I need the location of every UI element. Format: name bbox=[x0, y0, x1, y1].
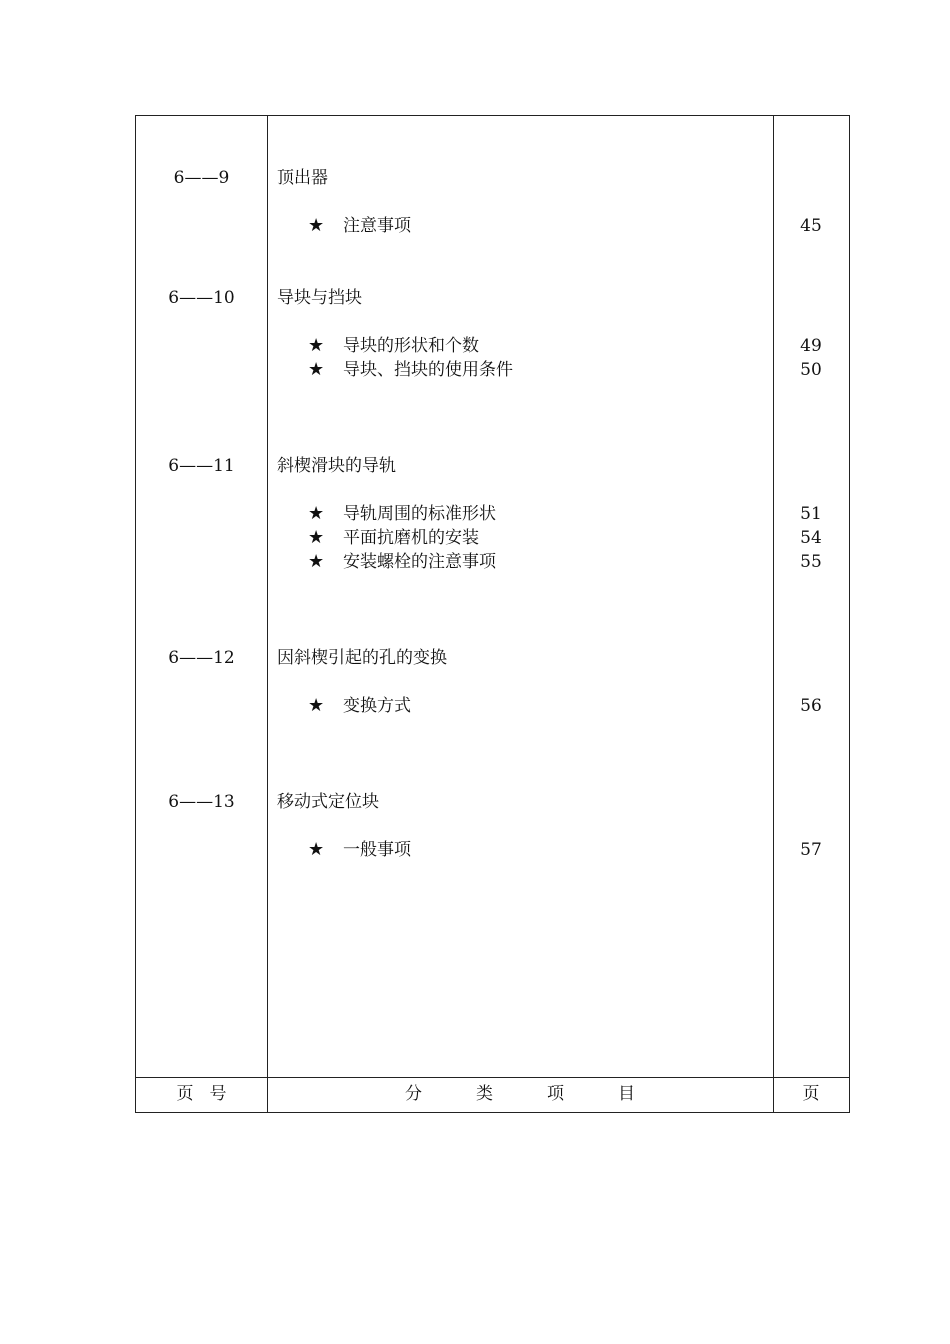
section-number: 6——11 bbox=[168, 456, 235, 476]
footer-page-number-label: 页号 bbox=[176, 1084, 243, 1104]
toc-item: 变换方式 bbox=[343, 696, 411, 716]
page-number: 55 bbox=[800, 552, 822, 572]
toc-item: 导块、挡块的使用条件 bbox=[343, 360, 513, 380]
section-number: 6——10 bbox=[168, 288, 235, 308]
section-number: 6——12 bbox=[168, 648, 235, 668]
toc-item: 一般事项 bbox=[343, 840, 411, 860]
toc-item: 导块的形状和个数 bbox=[343, 336, 479, 356]
star-icon: ★ bbox=[308, 503, 325, 524]
footer-category-label: 分类项目 bbox=[405, 1084, 689, 1104]
page-number: 57 bbox=[800, 840, 822, 860]
toc-item: 注意事项 bbox=[343, 216, 411, 236]
column-divider-2 bbox=[773, 116, 774, 1112]
column-divider-1 bbox=[267, 116, 268, 1112]
page-number: 45 bbox=[800, 216, 822, 236]
page-number: 54 bbox=[800, 528, 822, 548]
star-icon: ★ bbox=[308, 335, 325, 356]
footer-page-label: 页 bbox=[802, 1084, 820, 1104]
footer-divider bbox=[136, 1077, 849, 1078]
section-title: 导块与挡块 bbox=[277, 288, 362, 308]
star-icon: ★ bbox=[308, 527, 325, 548]
page-number: 51 bbox=[800, 504, 822, 524]
star-icon: ★ bbox=[308, 695, 325, 716]
star-icon: ★ bbox=[308, 839, 325, 860]
section-title: 顶出器 bbox=[277, 168, 328, 188]
page-number: 49 bbox=[800, 336, 822, 356]
toc-table bbox=[135, 115, 850, 1113]
section-title: 因斜楔引起的孔的变换 bbox=[277, 648, 447, 668]
section-number: 6——13 bbox=[168, 792, 235, 812]
page-number: 56 bbox=[800, 696, 822, 716]
page-number: 50 bbox=[800, 360, 822, 380]
toc-item: 导轨周围的标准形状 bbox=[343, 504, 496, 524]
section-title: 斜楔滑块的导轨 bbox=[277, 456, 396, 476]
section-number: 6——9 bbox=[173, 168, 230, 188]
toc-item: 安装螺栓的注意事项 bbox=[343, 552, 496, 572]
section-title: 移动式定位块 bbox=[277, 792, 379, 812]
toc-item: 平面抗磨机的安装 bbox=[343, 528, 479, 548]
star-icon: ★ bbox=[308, 551, 325, 572]
star-icon: ★ bbox=[308, 215, 325, 236]
star-icon: ★ bbox=[308, 359, 325, 380]
